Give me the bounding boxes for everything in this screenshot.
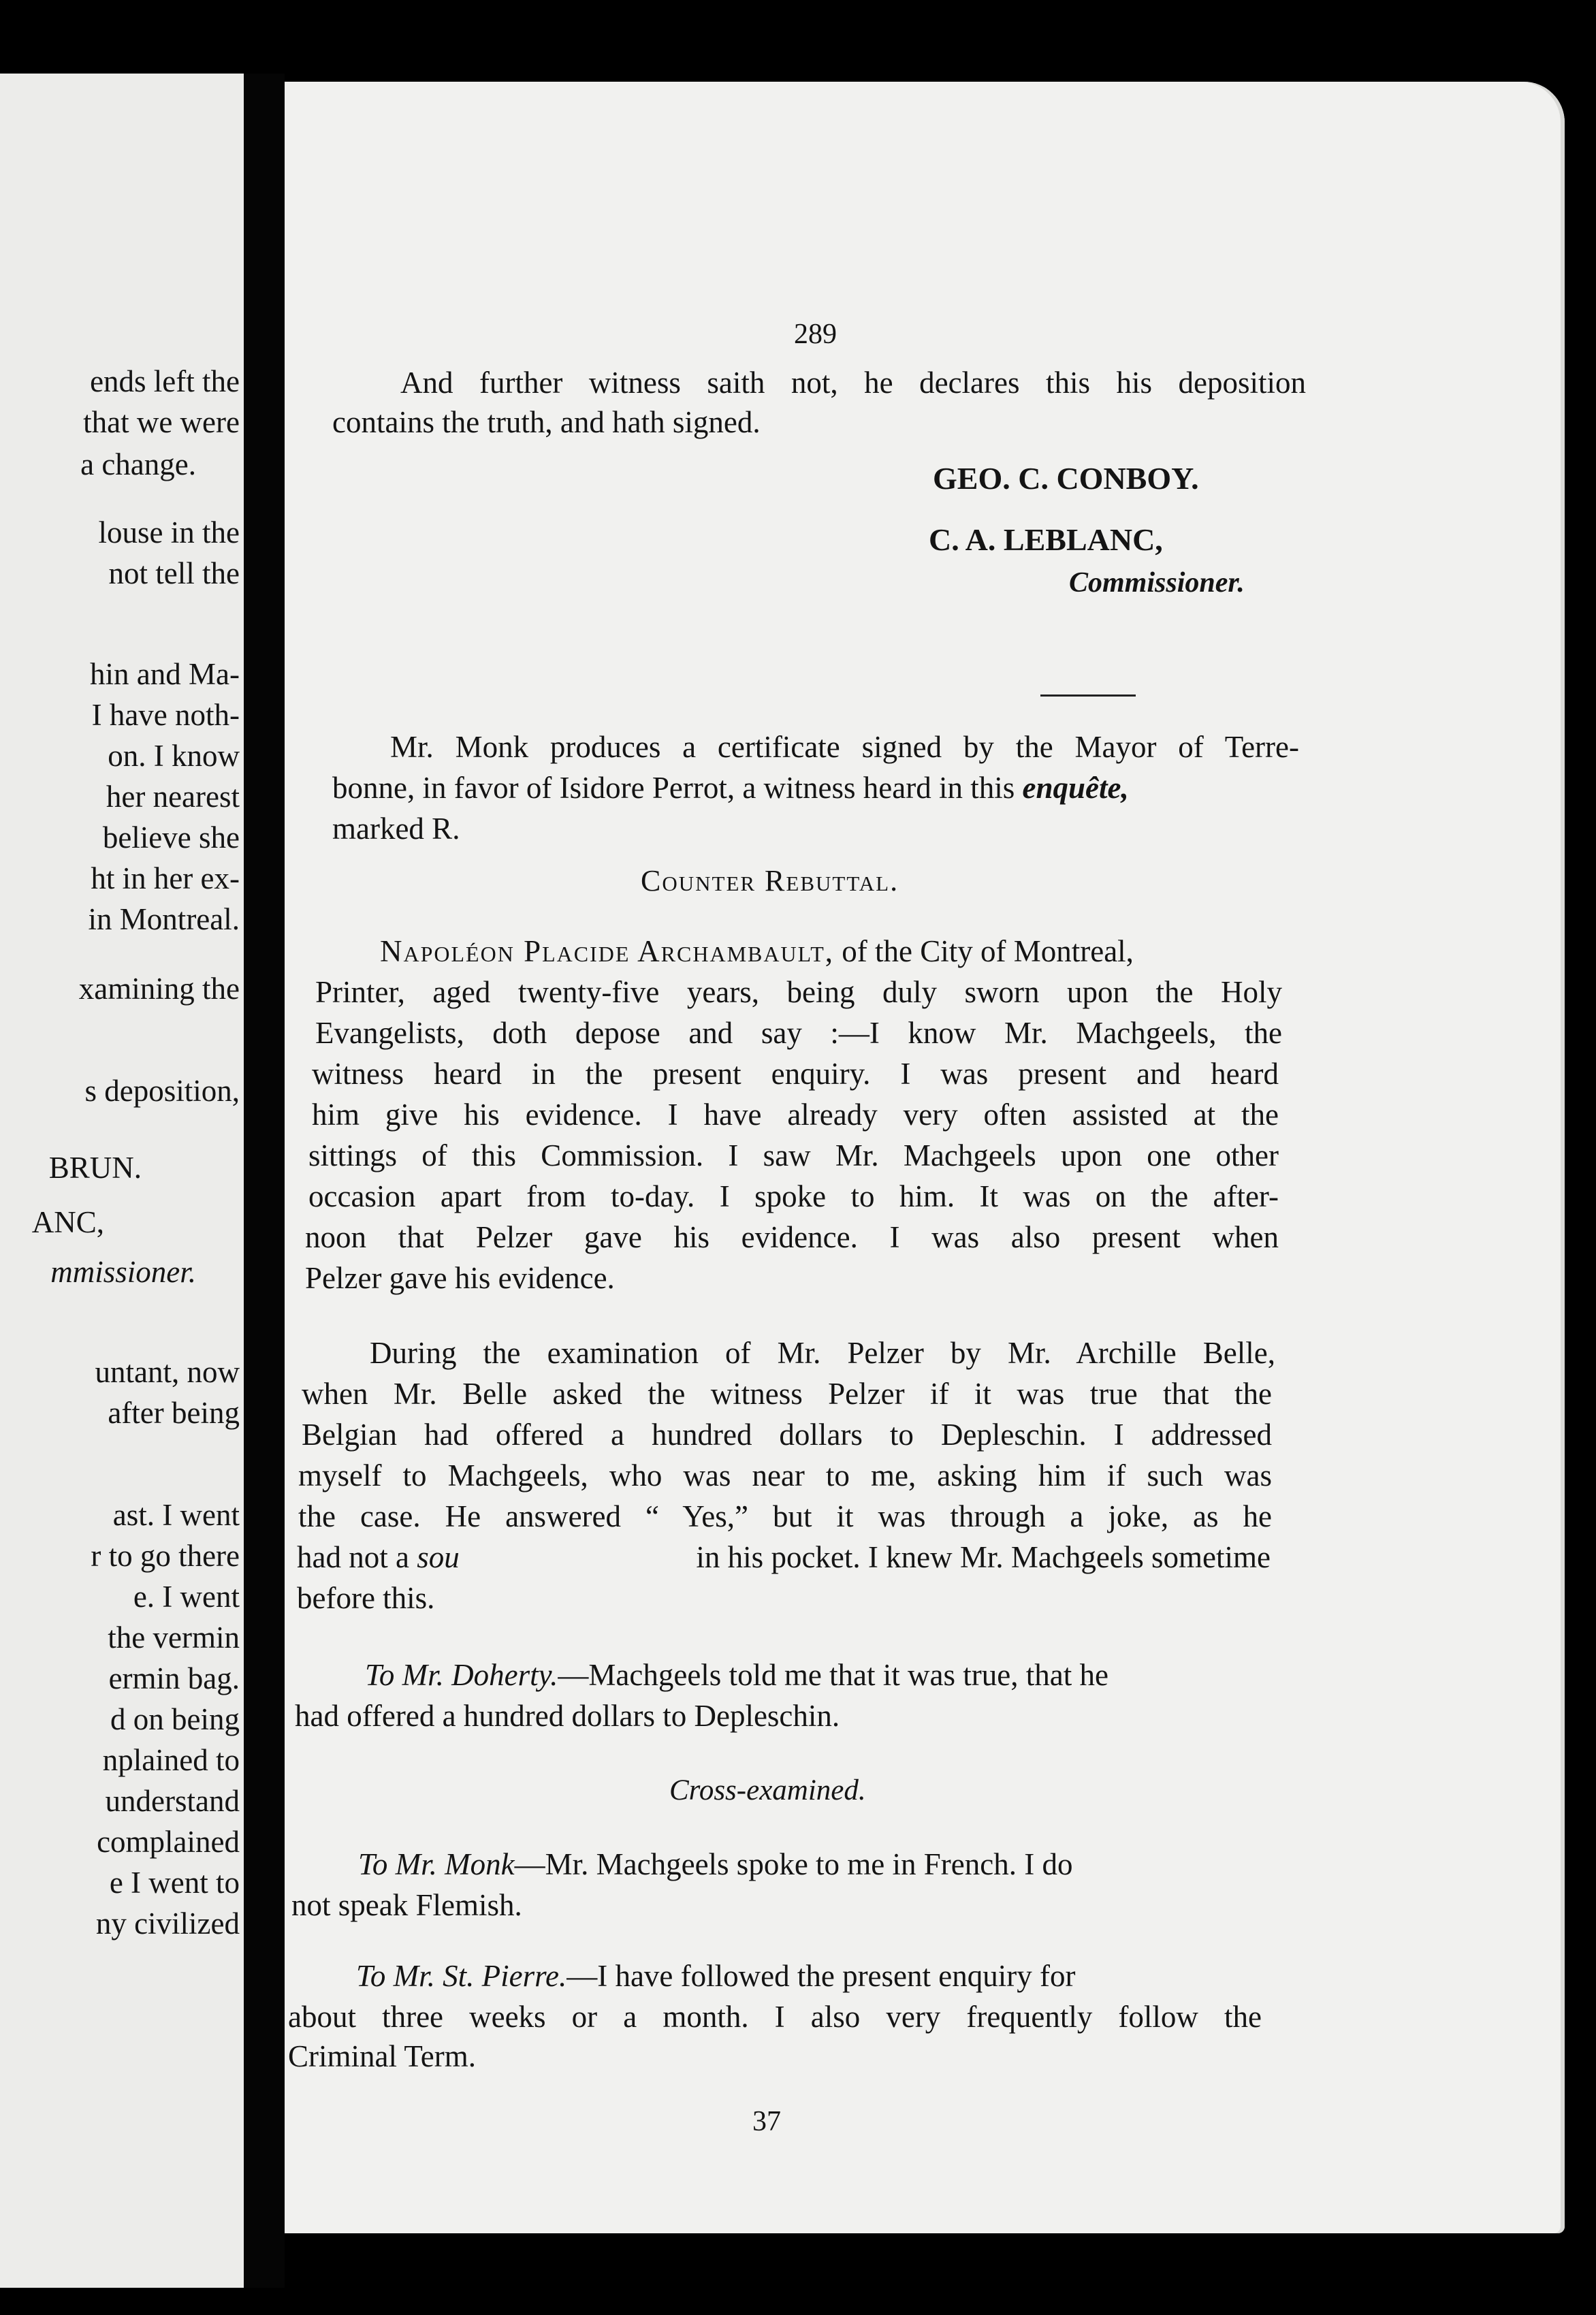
monk-certificate-line: Mr. Monk produces a certificate signed by the Mayor of Terre-	[390, 730, 1299, 764]
left-page-line: on. I know	[108, 739, 240, 773]
witness-line: sittings of this Commission. I saw Mr. Machgeels upon one other	[308, 1138, 1279, 1172]
signature-conboy: GEO. C. CONBOY.	[933, 461, 1199, 496]
stpierre-line: Criminal Term.	[288, 2039, 476, 2073]
exam-line: Belgian had offered a hundred dollars to Depleschin. I addressed	[302, 1418, 1272, 1452]
enquete-word: enquête,	[1022, 771, 1129, 805]
cross-examined-heading: Cross-examined.	[669, 1774, 866, 1806]
doherty-label: To Mr. Doherty.	[365, 1658, 558, 1692]
witness-line: noon that Pelzer gave his evidence. I was also present when	[305, 1220, 1279, 1254]
signature-mark: 37	[752, 2106, 781, 2137]
exam-line: the case. He answered “ Yes,” but it was through a joke, as he	[298, 1499, 1272, 1533]
page-number: 289	[794, 319, 837, 350]
witness-intro-line	[380, 936, 1134, 967]
left-page-line: mmissioner.	[50, 1255, 196, 1289]
exam-line: before this.	[297, 1581, 435, 1615]
left-page-line: BRUN.	[48, 1151, 142, 1185]
left-facing-page	[0, 74, 244, 2288]
monk-cross-line	[358, 1849, 1072, 1880]
left-page-line: nplained to	[102, 1743, 240, 1777]
left-page-line: ANC,	[31, 1205, 104, 1239]
witness-name: Napoléon Placide Archambault,	[380, 934, 835, 968]
right-page	[285, 82, 1565, 2233]
left-page-line: e I went to	[109, 1866, 240, 1900]
doherty-line: had offered a hundred dollars to Depleschin.	[295, 1699, 840, 1733]
sou-word: sou	[417, 1540, 460, 1574]
monk-certificate-text: bonne, in favor of Isidore Perrot, a witness heard in this	[332, 771, 1015, 805]
closing-line: contains the truth, and hath signed.	[332, 405, 761, 439]
left-page-line: understand	[105, 1784, 240, 1818]
monk-certificate-line	[332, 773, 1129, 803]
exam-line: During the examination of Mr. Pelzer by Mr. Archille Belle,	[370, 1336, 1275, 1370]
closing-line: And further witness saith not, he declares this his deposition	[400, 366, 1306, 400]
left-page-line: the vermin	[108, 1620, 240, 1655]
left-page-line: I have noth-	[91, 698, 240, 732]
left-page-line: hin and Ma-	[90, 657, 240, 691]
left-page-line: ends left the	[90, 364, 240, 398]
witness-line: Evangelists, doth depose and say :—I know Mr. Machgeels, the	[315, 1016, 1282, 1050]
monk-cross-text: —Mr. Machgeels spoke to me in French. I do	[514, 1847, 1073, 1881]
left-page-line: r to go there	[91, 1539, 240, 1573]
left-page-line: xamining the	[78, 972, 240, 1006]
left-page-line: ny civilized	[95, 1906, 240, 1941]
witness-line: him give his evidence. I have already very often assisted at the	[312, 1098, 1279, 1132]
witness-line: witness heard in the present enquiry. I was present and heard	[312, 1057, 1279, 1091]
doherty-line	[365, 1660, 1108, 1691]
exam-line: myself to Machgeels, who was near to me, asking him if such was	[298, 1458, 1272, 1492]
section-divider	[1040, 694, 1136, 697]
section-heading-counter-rebuttal: Counter Rebuttal.	[641, 864, 899, 897]
left-page-line: her nearest	[106, 780, 240, 814]
left-page-line: e. I went	[133, 1580, 240, 1614]
left-page-line: ast. I went	[112, 1498, 240, 1532]
left-page-line: a change.	[80, 447, 196, 481]
left-page-line: believe she	[102, 820, 240, 855]
left-page-line: that we were	[83, 405, 240, 439]
witness-intro-rest: of the City of Montreal,	[842, 934, 1134, 968]
left-page-line: ermin bag.	[108, 1661, 240, 1695]
monk-certificate-line: marked R.	[332, 812, 460, 846]
stpierre-text: —I have followed the present enquiry for	[566, 1959, 1076, 1993]
commissioner-title: Commissioner.	[1069, 567, 1245, 598]
exam-line: when Mr. Belle asked the witness Pelzer if it was true that the	[302, 1377, 1272, 1411]
witness-line: occasion apart from to-day. I spoke to him. It was on the after-	[308, 1179, 1279, 1213]
stpierre-label: To Mr. St. Pierre.	[356, 1959, 567, 1993]
witness-line: Pelzer gave his evidence.	[305, 1261, 615, 1295]
witness-line: Printer, aged twenty-five years, being duly sworn upon the Holy	[315, 975, 1282, 1009]
left-page-line: s deposition,	[84, 1074, 240, 1108]
monk-cross-line: not speak Flemish.	[291, 1888, 522, 1922]
stpierre-line: about three weeks or a month. I also very frequently follow the	[288, 2000, 1262, 2034]
signature-leblanc: C. A. LEBLANC,	[929, 522, 1163, 557]
left-page-line: untant, now	[95, 1355, 240, 1389]
book-gutter	[244, 74, 285, 2288]
left-page-line: complained	[97, 1825, 240, 1859]
left-page-line: louse in the	[98, 515, 240, 549]
left-page-line: not tell the	[108, 556, 240, 590]
exam-line-text: had not a	[297, 1540, 409, 1574]
stpierre-line	[356, 1961, 1075, 1992]
doherty-text: —Machgeels told me that it was true, that he	[558, 1658, 1108, 1692]
left-page-line: ht in her ex-	[91, 861, 240, 895]
monk-label: To Mr. Monk	[358, 1847, 515, 1881]
left-page-line: in Montreal.	[88, 902, 240, 936]
left-page-line: after being	[108, 1396, 240, 1430]
exam-line-text: in his pocket. I knew Mr. Machgeels sometime	[696, 1540, 1271, 1574]
left-page-line: d on being	[110, 1702, 240, 1736]
exam-line	[297, 1542, 1271, 1573]
